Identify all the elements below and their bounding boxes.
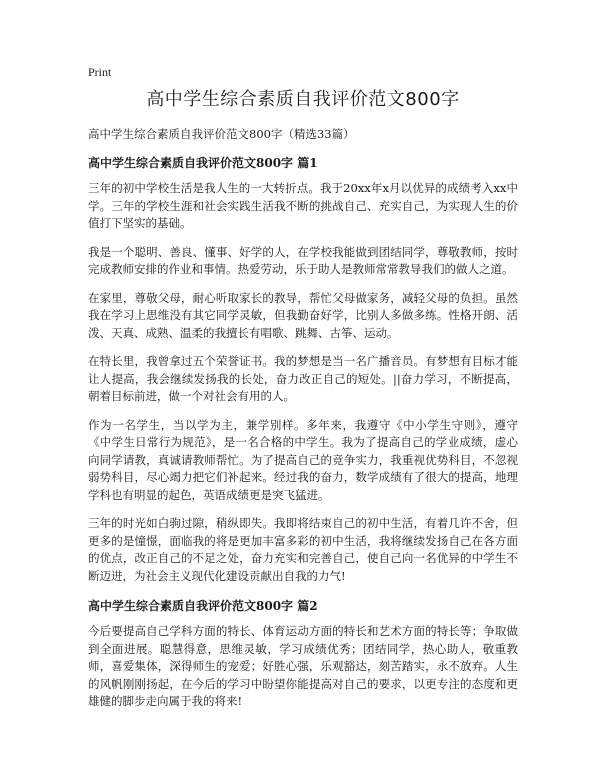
section-2 xyxy=(88,598,518,711)
paragraph: 三年的时光如白驹过隙，稍纵即失。我即将结束自己的初中生活，有着几许不舍，但更多的是憧憬，面临我的将是更加丰富多彩的初中生活，我将继续发扬自己在各方面的优点，改正自己的不足之处，奋力充实和完善自己，使自己向一名优异的中学生不断迈进，为社会主义现代化建设贡献出自我的力气! xyxy=(88,516,518,583)
paragraph: 在家里，尊敬父母，耐心听取家长的教导，帮忙父母做家务，减轻父母的负担。虽然我在学习上思维没有其它同学灵敏，但我勤奋好学，比别人多做多练。性格开朗、活泼、天真、成熟、温柔的我擅长有唱歌、跳舞、古筝、运动。 xyxy=(88,290,518,340)
print-link[interactable]: Print xyxy=(88,65,112,79)
paragraph: 我是一个聪明、善良、懂事、好学的人，在学校我能做到团结同学，尊敬教师，按时完成教师安排的作业和事情。热爱劳动，乐于助人是教师常常教导我们的做人之道。 xyxy=(88,244,518,276)
paragraph: 今后要提高自己学科方面的特长、体育运动方面的特长和艺术方面的特长等；争取做到全面进展。聪慧得意，思维灵敏，学习成绩优秀；团结同学，热心助人，敬重教师，喜爱集体，深得师生的宠爱；好胜心强，乐观豁达，刻苦踏实，永不放弃。人生的风帆刚刚扬起，在今后的学习中盼望你能提高对自己的要求，以更专注的态度和更雄健的脚步走向属于我的将来! xyxy=(88,624,518,708)
section-heading: 高中学生综合素质自我评价范文800字 篇1 xyxy=(88,156,318,170)
paragraph: 在特长里，我曾拿过五个荣誉证书。我的梦想是当一名广播音员。有梦想有目标才能让人提高，我会继续发扬我的长处，奋力改正自己的短处。||奋力学习，不断提高，朝着目标前进，做一个对社会有用的人。 xyxy=(88,354,518,403)
paragraph: 三年的初中学校生活是我人生的一大转折点。我于20xx年x月以优异的成绩考入xx中学。三年的学校生涯和社会实践生活我不断的挑战自己、充实自己，为实现人生的价值打下坚实的基础。 xyxy=(88,181,518,230)
document-page xyxy=(88,62,518,711)
section-1 xyxy=(88,155,518,585)
paragraph: 作为一名学生，当以学为主，兼学别样。多年来，我遵守《中小学生守则》，遵守《中学生日常行为规范》，是一名合格的中学生。我为了提高自己的学业成绩，虚心向同学请教，真诚请教师帮忙。为了提高自己的竞争实力，我重视优势科目，不忽视弱势科目，尽心竭力把它们补起来。经过我的奋力，数学成绩有了很大的提高，地理学科也有明显的起色，英语成绩更是突飞猛进。 xyxy=(88,417,518,502)
document-subtitle: 高中学生综合素质自我评价范文800字（精选33篇） xyxy=(88,127,355,141)
page-title: 高中学生综合素质自我评价范文800字 xyxy=(146,89,460,110)
section-heading: 高中学生综合素质自我评价范文800字 篇2 xyxy=(88,599,318,613)
